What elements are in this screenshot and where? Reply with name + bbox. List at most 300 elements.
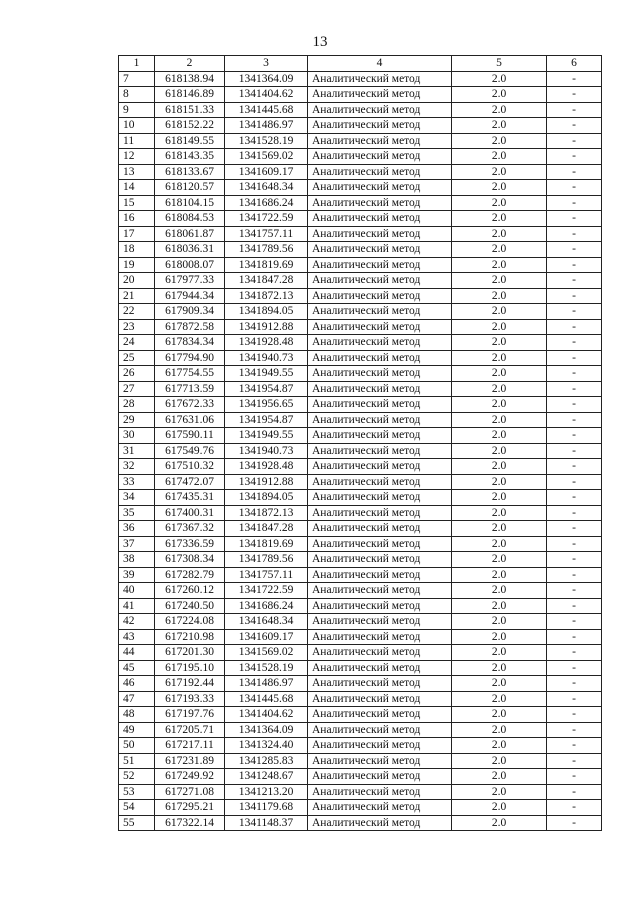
note-cell: - — [547, 769, 602, 785]
note-cell: - — [547, 87, 602, 103]
x-coordinate-cell: 617231.89 — [155, 753, 225, 769]
y-coordinate-cell: 1341445.68 — [225, 102, 308, 118]
x-coordinate-cell: 618104.15 — [155, 195, 225, 211]
note-cell: - — [547, 738, 602, 754]
point-number-cell: 41 — [119, 598, 155, 614]
accuracy-cell: 2.0 — [452, 521, 547, 537]
x-coordinate-cell: 618120.57 — [155, 180, 225, 196]
x-coordinate-cell: 617205.71 — [155, 722, 225, 738]
method-cell: Аналитический метод — [308, 691, 452, 707]
x-coordinate-cell: 617197.76 — [155, 707, 225, 723]
accuracy-cell: 2.0 — [452, 412, 547, 428]
point-number-cell: 8 — [119, 87, 155, 103]
table-row — [119, 753, 602, 769]
table-row — [119, 118, 602, 134]
table-row — [119, 614, 602, 630]
method-cell: Аналитический метод — [308, 567, 452, 583]
x-coordinate-cell: 617367.32 — [155, 521, 225, 537]
point-number-cell: 53 — [119, 784, 155, 800]
y-coordinate-cell: 1341928.48 — [225, 459, 308, 475]
point-number-cell: 12 — [119, 149, 155, 165]
column-header: 5 — [452, 56, 547, 72]
note-cell: - — [547, 521, 602, 537]
table-row — [119, 645, 602, 661]
y-coordinate-cell: 1341949.55 — [225, 366, 308, 382]
point-number-cell: 24 — [119, 335, 155, 351]
table-row — [119, 366, 602, 382]
method-cell: Аналитический метод — [308, 288, 452, 304]
method-cell: Аналитический метод — [308, 645, 452, 661]
method-cell: Аналитический метод — [308, 738, 452, 754]
table-row — [119, 226, 602, 242]
point-number-cell: 31 — [119, 443, 155, 459]
y-coordinate-cell: 1341954.87 — [225, 381, 308, 397]
accuracy-cell: 2.0 — [452, 459, 547, 475]
accuracy-cell: 2.0 — [452, 366, 547, 382]
accuracy-cell: 2.0 — [452, 614, 547, 630]
table-row — [119, 660, 602, 676]
note-cell: - — [547, 195, 602, 211]
x-coordinate-cell: 617549.76 — [155, 443, 225, 459]
accuracy-cell: 2.0 — [452, 769, 547, 785]
page-number: 13 — [312, 34, 328, 50]
point-number-cell: 44 — [119, 645, 155, 661]
method-cell: Аналитический метод — [308, 412, 452, 428]
y-coordinate-cell: 1341872.13 — [225, 288, 308, 304]
point-number-cell: 26 — [119, 366, 155, 382]
accuracy-cell: 2.0 — [452, 102, 547, 118]
accuracy-cell: 2.0 — [452, 738, 547, 754]
y-coordinate-cell: 1341928.48 — [225, 335, 308, 351]
table-row — [119, 738, 602, 754]
table-row — [119, 257, 602, 273]
note-cell: - — [547, 536, 602, 552]
accuracy-cell: 2.0 — [452, 707, 547, 723]
y-coordinate-cell: 1341609.17 — [225, 164, 308, 180]
note-cell: - — [547, 180, 602, 196]
method-cell: Аналитический метод — [308, 335, 452, 351]
accuracy-cell: 2.0 — [452, 505, 547, 521]
note-cell: - — [547, 304, 602, 320]
x-coordinate-cell: 617282.79 — [155, 567, 225, 583]
table-row — [119, 412, 602, 428]
x-coordinate-cell: 617944.34 — [155, 288, 225, 304]
y-coordinate-cell: 1341569.02 — [225, 149, 308, 165]
point-number-cell: 10 — [119, 118, 155, 134]
x-coordinate-cell: 618143.35 — [155, 149, 225, 165]
point-number-cell: 49 — [119, 722, 155, 738]
column-header: 2 — [155, 56, 225, 72]
point-number-cell: 7 — [119, 71, 155, 87]
table-row — [119, 180, 602, 196]
x-coordinate-cell: 617322.14 — [155, 815, 225, 831]
y-coordinate-cell: 1341364.09 — [225, 71, 308, 87]
y-coordinate-cell: 1341819.69 — [225, 257, 308, 273]
x-coordinate-cell: 617754.55 — [155, 366, 225, 382]
point-number-cell: 18 — [119, 242, 155, 258]
x-coordinate-cell: 617295.21 — [155, 800, 225, 816]
accuracy-cell: 2.0 — [452, 443, 547, 459]
point-number-cell: 46 — [119, 676, 155, 692]
method-cell: Аналитический метод — [308, 490, 452, 506]
point-number-cell: 21 — [119, 288, 155, 304]
method-cell: Аналитический метод — [308, 350, 452, 366]
column-header: 3 — [225, 56, 308, 72]
note-cell: - — [547, 381, 602, 397]
method-cell: Аналитический метод — [308, 443, 452, 459]
note-cell: - — [547, 598, 602, 614]
note-cell: - — [547, 133, 602, 149]
method-cell: Аналитический метод — [308, 784, 452, 800]
note-cell: - — [547, 583, 602, 599]
y-coordinate-cell: 1341648.34 — [225, 614, 308, 630]
point-number-cell: 43 — [119, 629, 155, 645]
table-row — [119, 242, 602, 258]
table-row — [119, 676, 602, 692]
method-cell: Аналитический метод — [308, 614, 452, 630]
table-row — [119, 536, 602, 552]
point-number-cell: 19 — [119, 257, 155, 273]
note-cell: - — [547, 397, 602, 413]
x-coordinate-cell: 617195.10 — [155, 660, 225, 676]
note-cell: - — [547, 412, 602, 428]
note-cell: - — [547, 722, 602, 738]
accuracy-cell: 2.0 — [452, 598, 547, 614]
method-cell: Аналитический метод — [308, 211, 452, 227]
note-cell: - — [547, 629, 602, 645]
y-coordinate-cell: 1341894.05 — [225, 304, 308, 320]
method-cell: Аналитический метод — [308, 397, 452, 413]
y-coordinate-cell: 1341819.69 — [225, 536, 308, 552]
x-coordinate-cell: 617631.06 — [155, 412, 225, 428]
note-cell: - — [547, 459, 602, 475]
table-row — [119, 521, 602, 537]
accuracy-cell: 2.0 — [452, 273, 547, 289]
y-coordinate-cell: 1341364.09 — [225, 722, 308, 738]
point-number-cell: 32 — [119, 459, 155, 475]
method-cell: Аналитический метод — [308, 71, 452, 87]
note-cell: - — [547, 211, 602, 227]
accuracy-cell: 2.0 — [452, 474, 547, 490]
point-number-cell: 27 — [119, 381, 155, 397]
point-number-cell: 54 — [119, 800, 155, 816]
y-coordinate-cell: 1341569.02 — [225, 645, 308, 661]
table-row — [119, 102, 602, 118]
table-row — [119, 397, 602, 413]
table-row — [119, 490, 602, 506]
y-coordinate-cell: 1341940.73 — [225, 350, 308, 366]
x-coordinate-cell: 617400.31 — [155, 505, 225, 521]
point-number-cell: 52 — [119, 769, 155, 785]
x-coordinate-cell: 618149.55 — [155, 133, 225, 149]
method-cell: Аналитический метод — [308, 242, 452, 258]
method-cell: Аналитический метод — [308, 195, 452, 211]
method-cell: Аналитический метод — [308, 428, 452, 444]
y-coordinate-cell: 1341285.83 — [225, 753, 308, 769]
point-number-cell: 23 — [119, 319, 155, 335]
point-number-cell: 17 — [119, 226, 155, 242]
y-coordinate-cell: 1341445.68 — [225, 691, 308, 707]
x-coordinate-cell: 617672.33 — [155, 397, 225, 413]
x-coordinate-cell: 617713.59 — [155, 381, 225, 397]
x-coordinate-cell: 617308.34 — [155, 552, 225, 568]
note-cell: - — [547, 474, 602, 490]
method-cell: Аналитический метод — [308, 180, 452, 196]
table-row — [119, 164, 602, 180]
y-coordinate-cell: 1341722.59 — [225, 211, 308, 227]
point-number-cell: 50 — [119, 738, 155, 754]
point-number-cell: 20 — [119, 273, 155, 289]
x-coordinate-cell: 617217.11 — [155, 738, 225, 754]
point-number-cell: 37 — [119, 536, 155, 552]
y-coordinate-cell: 1341894.05 — [225, 490, 308, 506]
x-coordinate-cell: 617201.30 — [155, 645, 225, 661]
accuracy-cell: 2.0 — [452, 583, 547, 599]
x-coordinate-cell: 617193.33 — [155, 691, 225, 707]
accuracy-cell: 2.0 — [452, 815, 547, 831]
table-row — [119, 428, 602, 444]
table-row — [119, 784, 602, 800]
point-number-cell: 35 — [119, 505, 155, 521]
accuracy-cell: 2.0 — [452, 242, 547, 258]
note-cell: - — [547, 350, 602, 366]
table-row — [119, 598, 602, 614]
point-number-cell: 39 — [119, 567, 155, 583]
point-number-cell: 29 — [119, 412, 155, 428]
point-number-cell: 9 — [119, 102, 155, 118]
y-coordinate-cell: 1341872.13 — [225, 505, 308, 521]
y-coordinate-cell: 1341686.24 — [225, 598, 308, 614]
x-coordinate-cell: 618151.33 — [155, 102, 225, 118]
note-cell: - — [547, 257, 602, 273]
table-row — [119, 707, 602, 723]
x-coordinate-cell: 618061.87 — [155, 226, 225, 242]
column-header: 1 — [119, 56, 155, 72]
accuracy-cell: 2.0 — [452, 319, 547, 335]
method-cell: Аналитический метод — [308, 87, 452, 103]
note-cell: - — [547, 815, 602, 831]
x-coordinate-cell: 617260.12 — [155, 583, 225, 599]
point-number-cell: 42 — [119, 614, 155, 630]
table-row — [119, 133, 602, 149]
note-cell: - — [547, 273, 602, 289]
y-coordinate-cell: 1341912.88 — [225, 474, 308, 490]
y-coordinate-cell: 1341486.97 — [225, 676, 308, 692]
x-coordinate-cell: 617510.32 — [155, 459, 225, 475]
x-coordinate-cell: 618138.94 — [155, 71, 225, 87]
note-cell: - — [547, 567, 602, 583]
accuracy-cell: 2.0 — [452, 567, 547, 583]
method-cell: Аналитический метод — [308, 257, 452, 273]
note-cell: - — [547, 102, 602, 118]
table-row — [119, 505, 602, 521]
accuracy-cell: 2.0 — [452, 660, 547, 676]
method-cell: Аналитический метод — [308, 366, 452, 382]
x-coordinate-cell: 617336.59 — [155, 536, 225, 552]
table-row — [119, 319, 602, 335]
table-row — [119, 474, 602, 490]
accuracy-cell: 2.0 — [452, 195, 547, 211]
y-coordinate-cell: 1341954.87 — [225, 412, 308, 428]
point-number-cell: 16 — [119, 211, 155, 227]
x-coordinate-cell: 617249.92 — [155, 769, 225, 785]
y-coordinate-cell: 1341486.97 — [225, 118, 308, 134]
y-coordinate-cell: 1341609.17 — [225, 629, 308, 645]
accuracy-cell: 2.0 — [452, 381, 547, 397]
method-cell: Аналитический метод — [308, 707, 452, 723]
table-row — [119, 815, 602, 831]
x-coordinate-cell: 617192.44 — [155, 676, 225, 692]
table-row — [119, 381, 602, 397]
table-row — [119, 583, 602, 599]
table-row — [119, 800, 602, 816]
note-cell: - — [547, 552, 602, 568]
method-cell: Аналитический метод — [308, 459, 452, 475]
y-coordinate-cell: 1341912.88 — [225, 319, 308, 335]
note-cell: - — [547, 707, 602, 723]
point-number-cell: 13 — [119, 164, 155, 180]
table-header-row — [119, 56, 602, 72]
note-cell: - — [547, 691, 602, 707]
note-cell: - — [547, 71, 602, 87]
table-row — [119, 211, 602, 227]
column-header: 6 — [547, 56, 602, 72]
accuracy-cell: 2.0 — [452, 304, 547, 320]
method-cell: Аналитический метод — [308, 505, 452, 521]
accuracy-cell: 2.0 — [452, 397, 547, 413]
accuracy-cell: 2.0 — [452, 552, 547, 568]
note-cell: - — [547, 753, 602, 769]
accuracy-cell: 2.0 — [452, 350, 547, 366]
x-coordinate-cell: 618008.07 — [155, 257, 225, 273]
y-coordinate-cell: 1341528.19 — [225, 660, 308, 676]
note-cell: - — [547, 288, 602, 304]
note-cell: - — [547, 784, 602, 800]
point-number-cell: 11 — [119, 133, 155, 149]
table-row — [119, 273, 602, 289]
x-coordinate-cell: 617224.08 — [155, 614, 225, 630]
y-coordinate-cell: 1341324.40 — [225, 738, 308, 754]
note-cell: - — [547, 226, 602, 242]
accuracy-cell: 2.0 — [452, 149, 547, 165]
table-row — [119, 443, 602, 459]
method-cell: Аналитический метод — [308, 769, 452, 785]
note-cell: - — [547, 443, 602, 459]
x-coordinate-cell: 617794.90 — [155, 350, 225, 366]
accuracy-cell: 2.0 — [452, 118, 547, 134]
x-coordinate-cell: 618036.31 — [155, 242, 225, 258]
x-coordinate-cell: 617271.08 — [155, 784, 225, 800]
accuracy-cell: 2.0 — [452, 288, 547, 304]
point-number-cell: 47 — [119, 691, 155, 707]
table-row — [119, 722, 602, 738]
accuracy-cell: 2.0 — [452, 133, 547, 149]
method-cell: Аналитический метод — [308, 118, 452, 134]
table-row — [119, 87, 602, 103]
x-coordinate-cell: 617240.50 — [155, 598, 225, 614]
note-cell: - — [547, 366, 602, 382]
method-cell: Аналитический метод — [308, 149, 452, 165]
point-number-cell: 25 — [119, 350, 155, 366]
y-coordinate-cell: 1341404.62 — [225, 707, 308, 723]
note-cell: - — [547, 335, 602, 351]
point-number-cell: 45 — [119, 660, 155, 676]
note-cell: - — [547, 676, 602, 692]
table-row — [119, 71, 602, 87]
note-cell: - — [547, 149, 602, 165]
accuracy-cell: 2.0 — [452, 691, 547, 707]
note-cell: - — [547, 614, 602, 630]
accuracy-cell: 2.0 — [452, 335, 547, 351]
table-row — [119, 304, 602, 320]
y-coordinate-cell: 1341789.56 — [225, 552, 308, 568]
x-coordinate-cell: 617909.34 — [155, 304, 225, 320]
method-cell: Аналитический метод — [308, 381, 452, 397]
x-coordinate-cell: 618146.89 — [155, 87, 225, 103]
y-coordinate-cell: 1341248.67 — [225, 769, 308, 785]
y-coordinate-cell: 1341757.11 — [225, 226, 308, 242]
x-coordinate-cell: 617872.58 — [155, 319, 225, 335]
point-number-cell: 40 — [119, 583, 155, 599]
y-coordinate-cell: 1341404.62 — [225, 87, 308, 103]
x-coordinate-cell: 618133.67 — [155, 164, 225, 180]
method-cell: Аналитический метод — [308, 583, 452, 599]
point-number-cell: 30 — [119, 428, 155, 444]
note-cell: - — [547, 490, 602, 506]
point-number-cell: 22 — [119, 304, 155, 320]
accuracy-cell: 2.0 — [452, 676, 547, 692]
y-coordinate-cell: 1341757.11 — [225, 567, 308, 583]
x-coordinate-cell: 618152.22 — [155, 118, 225, 134]
y-coordinate-cell: 1341789.56 — [225, 242, 308, 258]
point-number-cell: 15 — [119, 195, 155, 211]
x-coordinate-cell: 617834.34 — [155, 335, 225, 351]
point-number-cell: 51 — [119, 753, 155, 769]
y-coordinate-cell: 1341686.24 — [225, 195, 308, 211]
method-cell: Аналитический метод — [308, 474, 452, 490]
note-cell: - — [547, 118, 602, 134]
accuracy-cell: 2.0 — [452, 164, 547, 180]
x-coordinate-cell: 617472.07 — [155, 474, 225, 490]
accuracy-cell: 2.0 — [452, 71, 547, 87]
table-row — [119, 149, 602, 165]
accuracy-cell: 2.0 — [452, 257, 547, 273]
point-number-cell: 33 — [119, 474, 155, 490]
accuracy-cell: 2.0 — [452, 226, 547, 242]
y-coordinate-cell: 1341949.55 — [225, 428, 308, 444]
method-cell: Аналитический метод — [308, 552, 452, 568]
note-cell: - — [547, 800, 602, 816]
table-row — [119, 288, 602, 304]
x-coordinate-cell: 617590.11 — [155, 428, 225, 444]
method-cell: Аналитический метод — [308, 536, 452, 552]
method-cell: Аналитический метод — [308, 722, 452, 738]
accuracy-cell: 2.0 — [452, 800, 547, 816]
method-cell: Аналитический метод — [308, 753, 452, 769]
method-cell: Аналитический метод — [308, 521, 452, 537]
accuracy-cell: 2.0 — [452, 722, 547, 738]
accuracy-cell: 2.0 — [452, 536, 547, 552]
table-row — [119, 552, 602, 568]
accuracy-cell: 2.0 — [452, 645, 547, 661]
y-coordinate-cell: 1341179.68 — [225, 800, 308, 816]
table-row — [119, 350, 602, 366]
table-row — [119, 691, 602, 707]
table-row — [119, 629, 602, 645]
accuracy-cell: 2.0 — [452, 180, 547, 196]
x-coordinate-cell: 617210.98 — [155, 629, 225, 645]
table-body — [119, 71, 602, 831]
